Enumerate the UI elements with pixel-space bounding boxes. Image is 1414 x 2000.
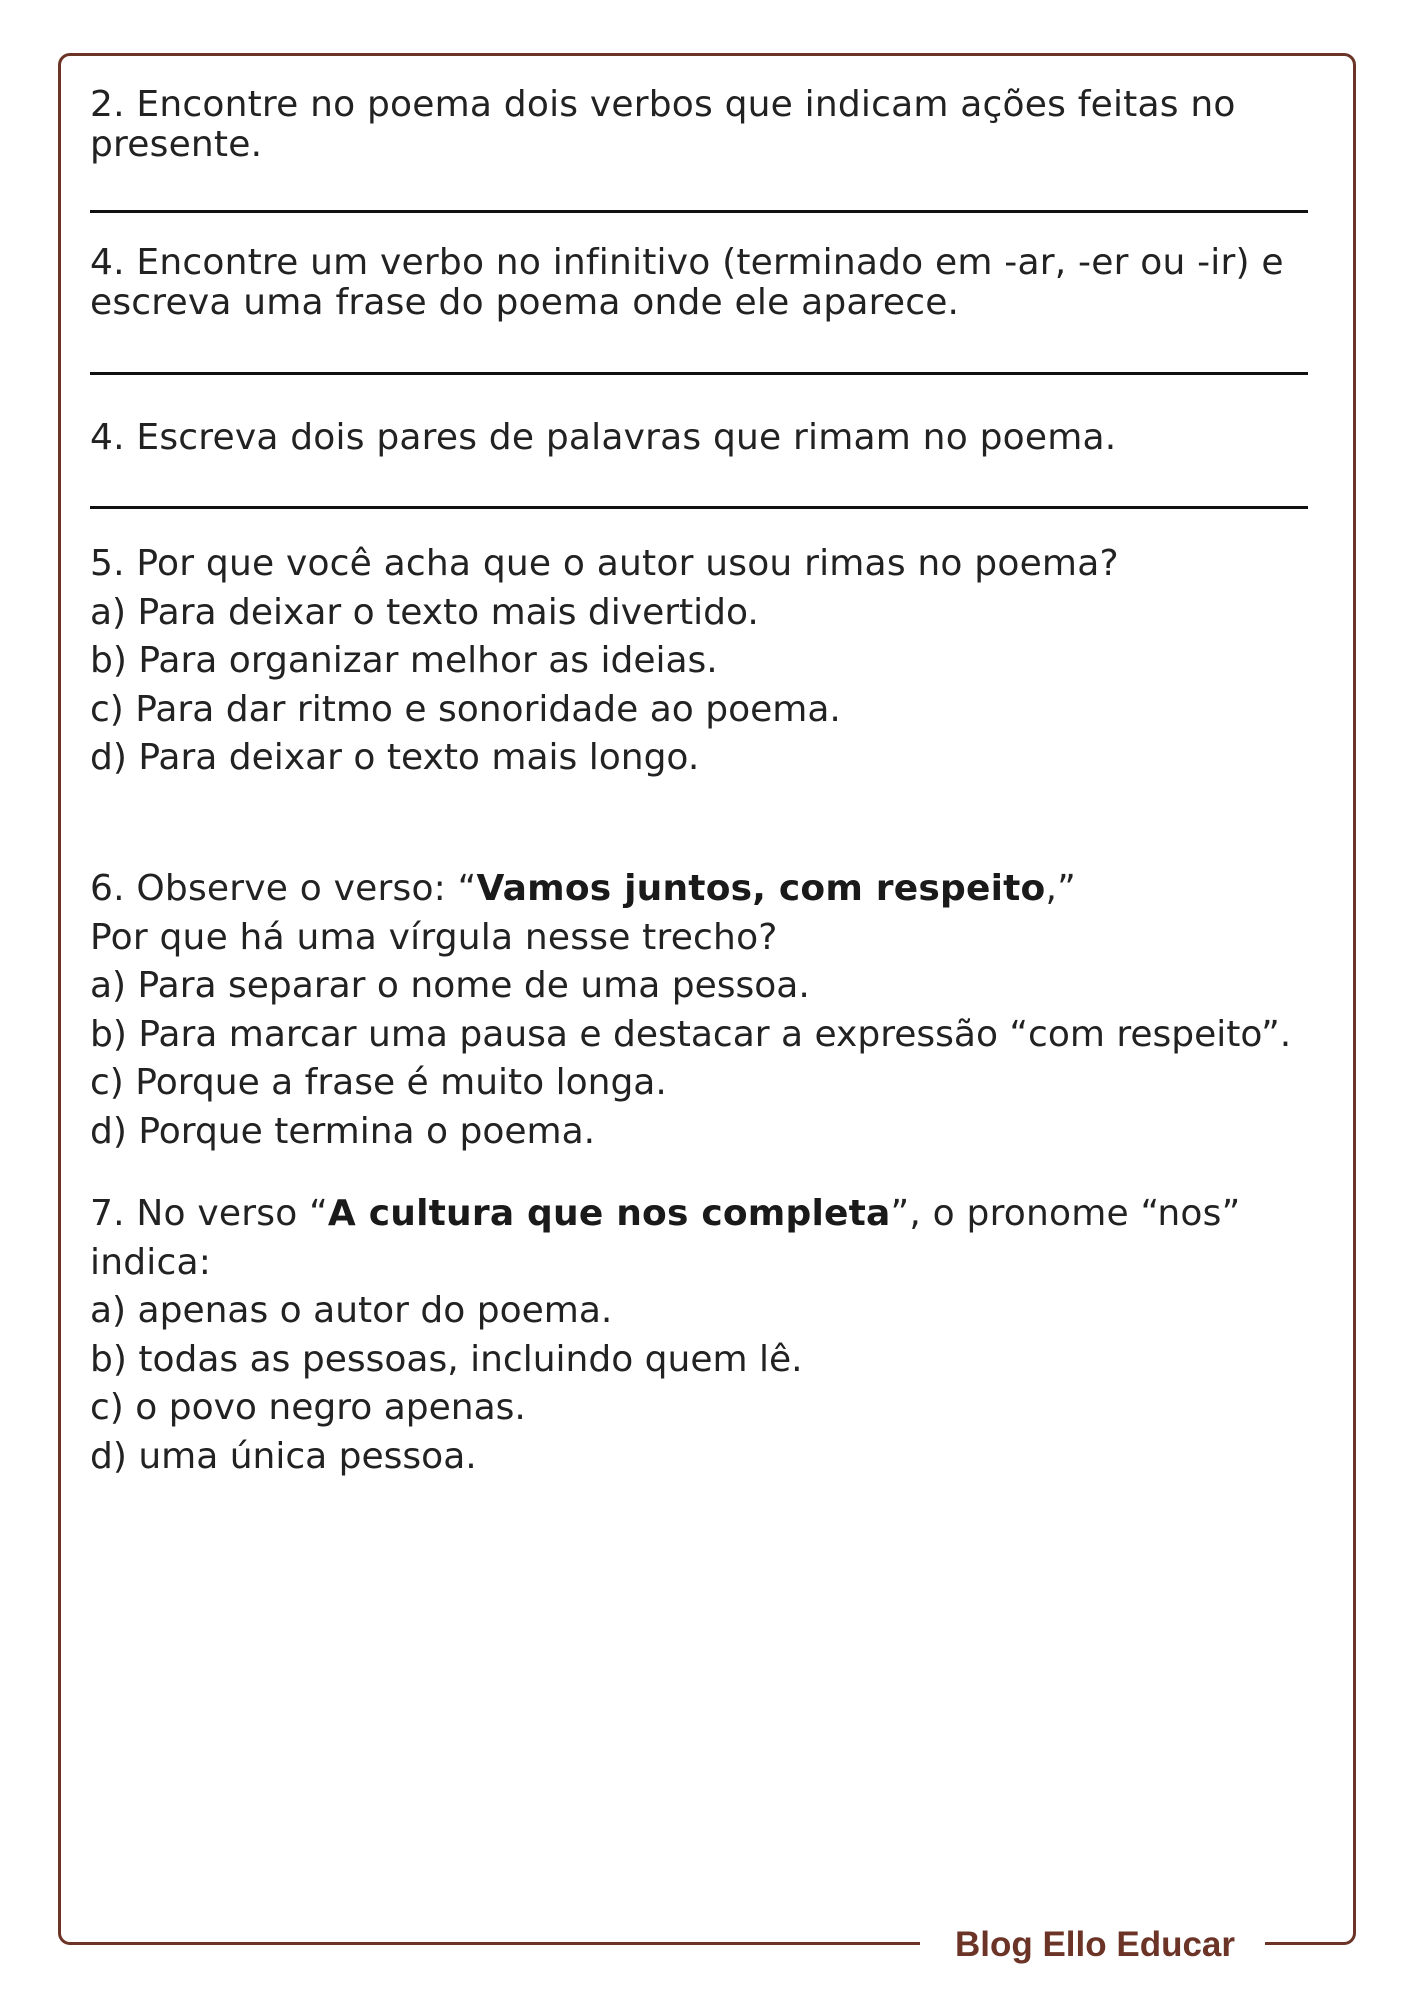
question-6-option-d[interactable]: d) Porque termina o poema. xyxy=(90,1110,596,1152)
answer-line-question-4-rhymes[interactable] xyxy=(90,506,1308,509)
question-6-option-a[interactable]: a) Para separar o nome de uma pessoa. xyxy=(90,965,810,1006)
question-7-option-b[interactable]: b) todas as pessoas, incluindo quem lê. xyxy=(90,1338,803,1380)
question-6-prompt-end: ,” xyxy=(1045,868,1076,909)
question-7-prompt-end: ”, o pronome “nos” indica: xyxy=(90,1193,1241,1283)
question-7-quoted-verse: A cultura que nos completa xyxy=(327,1193,891,1234)
question-4-rhymes-text: 4. Escreva dois pares de palavras que rimam no poema. xyxy=(90,417,1117,458)
question-5-option-d[interactable]: d) Para deixar o texto mais longo. xyxy=(90,737,700,778)
question-2 xyxy=(90,85,1320,165)
question-6-option-b[interactable]: b) Para marcar uma pausa e destacar a expressão “com respeito”. xyxy=(90,1013,1292,1055)
question-4-infinitive-text-line-1: 4. Encontre um verbo no infinitivo (terminado em -ar, -er ou -ir) e xyxy=(90,242,1284,283)
question-6 xyxy=(90,865,1320,1156)
question-5-option-c[interactable]: c) Para dar ritmo e sonoridade ao poema. xyxy=(90,688,841,730)
question-6-quoted-verse: Vamos juntos, com respeito xyxy=(476,868,1046,909)
question-4-rhymes xyxy=(90,418,1320,458)
question-4-infinitive-text-line-2: escreva uma frase do poema onde ele aparece. xyxy=(90,282,960,323)
question-7-prompt xyxy=(90,1190,1320,1287)
question-6-prompt-question: Por que há uma vírgula nesse trecho? xyxy=(90,916,778,958)
answer-line-question-2[interactable] xyxy=(90,210,1308,213)
footer-brand: Blog Ello Educar xyxy=(954,1925,1236,1964)
answer-line-question-4-infinitive[interactable] xyxy=(90,372,1308,375)
question-6-prompt-start: 6. Observe o verso: “ xyxy=(90,868,477,909)
question-7-option-a[interactable]: a) apenas o autor do poema. xyxy=(90,1290,613,1331)
question-7-option-d[interactable]: d) uma única pessoa. xyxy=(90,1435,477,1477)
question-7-option-c[interactable]: c) o povo negro apenas. xyxy=(90,1387,526,1428)
question-5-option-b[interactable]: b) Para organizar melhor as ideias. xyxy=(90,640,718,681)
question-4-infinitive xyxy=(90,243,1320,323)
question-5 xyxy=(90,540,1320,783)
question-7 xyxy=(90,1190,1320,1481)
question-2-text-line-1: 2. Encontre no poema dois verbos que indicam ações feitas no xyxy=(90,84,1236,125)
question-5-option-a[interactable]: a) Para deixar o texto mais divertido. xyxy=(90,591,759,633)
question-6-option-c[interactable]: c) Porque a frase é muito longa. xyxy=(90,1062,667,1103)
question-7-prompt-start: 7. No verso “ xyxy=(90,1193,328,1234)
question-6-prompt xyxy=(90,865,1320,914)
question-2-text-line-2: presente. xyxy=(90,124,263,165)
question-5-prompt: 5. Por que você acha que o autor usou rimas no poema? xyxy=(90,543,1119,584)
